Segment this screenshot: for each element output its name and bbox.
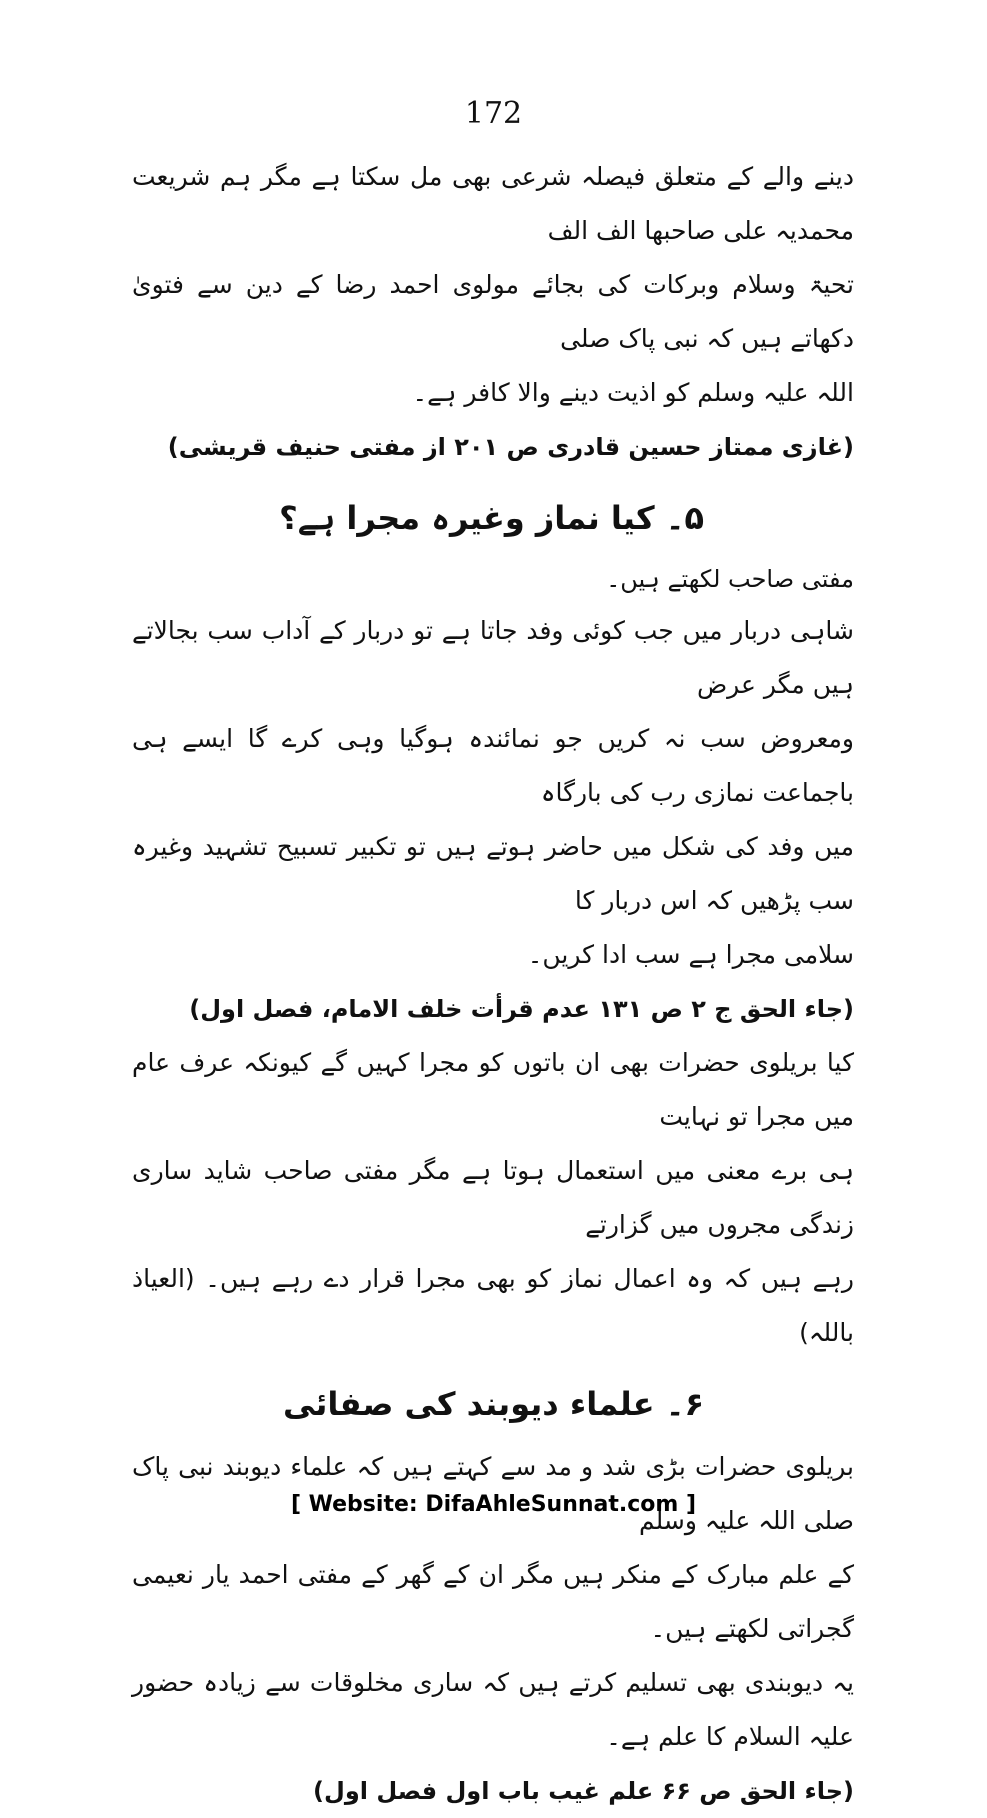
page-number: 172 xyxy=(464,96,523,131)
paragraph-line: میں وفد کی شکل میں حاضر ہوتے ہیں تو تکبیر تسبیح تشہید وغیرہ سب پڑھیں کہ اس دربار کا xyxy=(132,832,854,915)
paragraph-line: اللہ علیہ وسلم کو اذیت دینے والا کافر ہے۔ xyxy=(412,378,854,407)
citation: (جاء الحق ج ۲ ص ۱۳۱ عدم قرأت خلف الامام، فصل اول) xyxy=(189,995,854,1023)
page-body xyxy=(132,150,854,1818)
citation: (غازی ممتاز حسین قادری ص ۲۰۱ از مفتی حنیف قریشی) xyxy=(167,433,854,461)
section-heading: ۵۔ کیا نماز وغیرہ مجرا ہے؟ xyxy=(279,499,704,537)
paragraph-line: ومعروض سب نہ کریں جو نمائندہ ہوگیا وہی کرے گا ایسے ہی باجماعت نمازی رب کی بارگاہ xyxy=(132,724,854,807)
paragraph-line: ہی برے معنی میں استعمال ہوتا ہے مگر مفتی صاحب شاید ساری زندگی مجروں میں گزارتے xyxy=(132,1156,854,1239)
paragraph-line: شاہی دربار میں جب کوئی وفد جاتا ہے تو دربار کے آداب سب بجالاتے ہیں مگر عرض xyxy=(132,616,854,699)
paragraph-line: تحیۃ وسلام وبرکات کی بجائے مولوی احمد رضا کے دین سے فتویٰ دکھاتے ہیں کہ نبی پاک صلی xyxy=(132,270,854,353)
website-footer: [ Website: DifaAhleSunnat.com ] xyxy=(290,1492,697,1517)
section-heading: ۶۔ علماء دیوبند کی صفائی xyxy=(283,1385,704,1423)
intro-line: مفتی صاحب لکھتے ہیں۔ xyxy=(606,565,854,593)
paragraph-line: رہے ہیں کہ وہ اعمال نماز کو بھی مجرا قرار دے رہے ہیں۔ (العیاذ باللہ) xyxy=(132,1264,854,1347)
paragraph-line: بریلوی حضرات بڑی شد و مد سے کہتے ہیں کہ علماء دیوبند نبی پاک صلی اللہ علیہ وسلم xyxy=(132,1452,854,1535)
paragraph-line: سلامی مجرا ہے سب ادا کریں۔ xyxy=(527,940,854,969)
citation: (جاء الحق ص ۶۶ علم غیب باب اول فصل اول) xyxy=(313,1777,854,1805)
paragraph-line: کے علم مبارک کے منکر ہیں مگر ان کے گھر کے مفتی احمد یار نعیمی گجراتی لکھتے ہیں۔ xyxy=(132,1560,854,1643)
paragraph-line: دینے والے کے متعلق فیصلہ شرعی بھی مل سکتا ہے مگر ہم شریعت محمدیہ علی صاحبھا الف الف xyxy=(132,162,854,245)
paragraph-line: کیا بریلوی حضرات بھی ان باتوں کو مجرا کہیں گے کیونکہ عرف عام میں مجرا تو نہایت xyxy=(132,1048,854,1131)
paragraph-line: یہ دیوبندی بھی تسلیم کرتے ہیں کہ ساری مخلوقات سے زیادہ حضور علیہ السلام کا علم ہے۔ xyxy=(132,1668,854,1751)
